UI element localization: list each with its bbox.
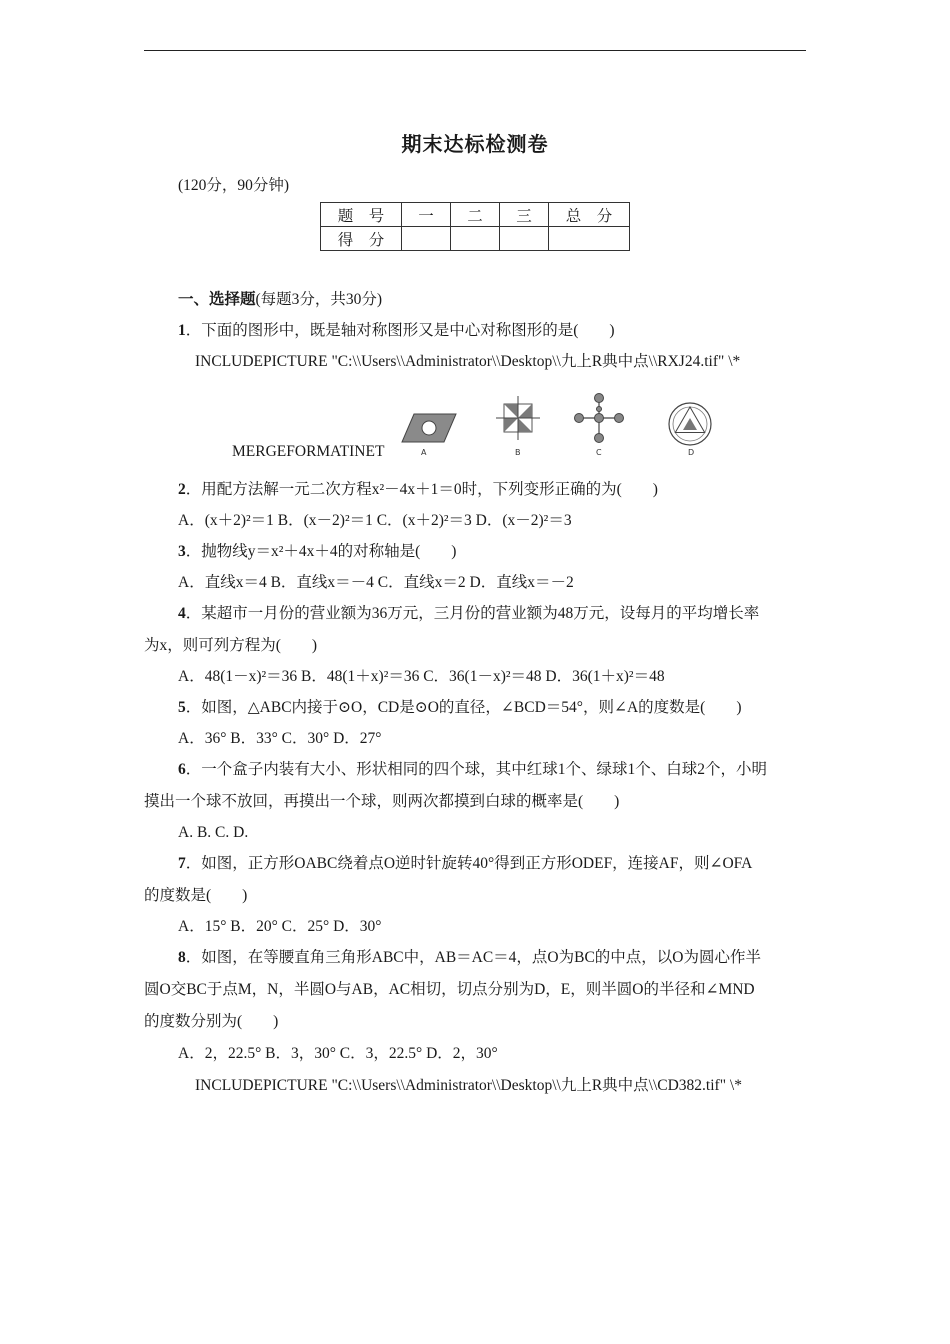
question-text: ．下面的图形中，既是轴对称图形又是中心对称图形的是( ): [185, 322, 615, 339]
question-number: 8: [178, 949, 186, 966]
question-2: [178, 480, 658, 500]
question-text-cont: 的度数分别为( ): [144, 1013, 279, 1030]
question-text: ．如图，在等腰直角三角形ABC中，AB＝AC＝4，点O为BC的中点，以O为圆心作半: [185, 949, 762, 966]
field-code: INCLUDEPICTURE "C:\\Users\\Administrator\\Desktop\\九上R典中点\\CD382.tif" \*: [195, 1077, 742, 1094]
figure-label-c: C: [596, 448, 602, 457]
q1-figures: [398, 392, 718, 462]
question-number: 5: [178, 699, 186, 716]
score-table: [320, 202, 630, 251]
score-cell: [451, 227, 500, 251]
score-table-header-row: [321, 203, 630, 227]
figure-d-circle-triangle: [669, 403, 711, 445]
question-text: ．一个盒子内装有大小、形状相同的四个球，其中红球1个、绿球1个、白球2个，小明: [185, 761, 768, 778]
question-7: [178, 854, 752, 874]
figure-label-d: D: [688, 448, 695, 457]
question-text-cont: 摸出一个球不放回，再摸出一个球，则两次都摸到白球的概率是( ): [144, 793, 620, 810]
figure-c-circles: [575, 394, 624, 443]
section-title: 一、选择题: [178, 291, 256, 308]
question-text-cont: 的度数是( ): [144, 887, 248, 904]
question-text: ．抛物线y＝x²＋4x＋4的对称轴是( ): [185, 543, 457, 560]
question-1: [178, 321, 615, 341]
score-cell: 总 分: [549, 203, 630, 227]
figure-label-a: A: [421, 448, 427, 457]
question-options: A．(x＋2)²＝1 B．(x－2)²＝1 C．(x＋2)²＝3 D．(x－2)²＝3: [178, 512, 572, 529]
score-table-value-row: [321, 227, 630, 251]
question-number: 7: [178, 855, 186, 872]
question-options: A．48(1－x)²＝36 B．48(1＋x)²＝36 C．36(1－x)²＝48 D．36(1＋x)²＝48: [178, 668, 665, 685]
question-3: [178, 542, 456, 562]
figure-label-b: B: [515, 448, 521, 457]
header-rule: [144, 50, 806, 51]
question-text-cont: 为x，则可列方程为( ): [144, 637, 318, 654]
question-number: 6: [178, 761, 186, 778]
question-number: 4: [178, 605, 186, 622]
score-cell: 二: [451, 203, 500, 227]
question-number: 1: [178, 322, 186, 339]
field-code: INCLUDEPICTURE "C:\\Users\\Administrator\\Desktop\\九上R典中点\\RXJ24.tif" \*: [195, 353, 741, 370]
section-note: (每题3分，共30分): [255, 291, 383, 308]
question-8: [178, 948, 761, 968]
question-text: ．某超市一月份的营业额为36万元，三月份的营业额为48万元，设每月的平均增长率: [185, 605, 760, 622]
score-cell: [549, 227, 630, 251]
question-number: 2: [178, 481, 186, 498]
figure-b-pinwheel: [496, 396, 540, 440]
score-cell: 得 分: [321, 227, 402, 251]
question-text: ．如图，正方形OABC绕着点O逆时针旋转40°得到正方形ODEF，连接AF，则∠OFA: [185, 855, 753, 872]
score-cell: 三: [500, 203, 549, 227]
score-cell: [402, 227, 451, 251]
page-title: 期末达标检测卷: [401, 134, 549, 156]
question-options: A．直线x＝4 B．直线x＝－4 C．直线x＝2 D．直线x＝－2: [178, 574, 574, 591]
question-text: ．用配方法解一元二次方程x²－4x＋1＝0时，下列变形正确的为( ): [185, 481, 658, 498]
figure-a-parallelogram: [402, 414, 456, 442]
question-options: A. B. C. D.: [178, 824, 249, 841]
question-options: A．36° B．33° C．30° D．27°: [178, 730, 382, 747]
field-merge: MERGEFORMATINET: [232, 443, 385, 460]
question-number: 3: [178, 543, 186, 560]
score-cell: 题 号: [321, 203, 402, 227]
question-4: [178, 604, 759, 624]
question-5: [178, 698, 742, 718]
score-cell: [500, 227, 549, 251]
section-heading: [178, 290, 382, 310]
score-cell: 一: [402, 203, 451, 227]
question-options: A．2，22.5° B．3，30° C．3，22.5° D．2，30°: [178, 1045, 498, 1062]
question-text-cont: 圆O交BC于点M，N，半圆O与AB，AC相切，切点分别为D，E，则半圆O的半径和∠MND: [144, 981, 755, 998]
exam-meta: (120分，90分钟): [178, 177, 290, 194]
question-text: ．如图，△ABC内接于⊙O，CD是⊙O的直径，∠BCD＝54°，则∠A的度数是( ): [185, 699, 742, 716]
question-options: A．15° B．20° C．25° D．30°: [178, 918, 382, 935]
question-6: [178, 760, 767, 780]
